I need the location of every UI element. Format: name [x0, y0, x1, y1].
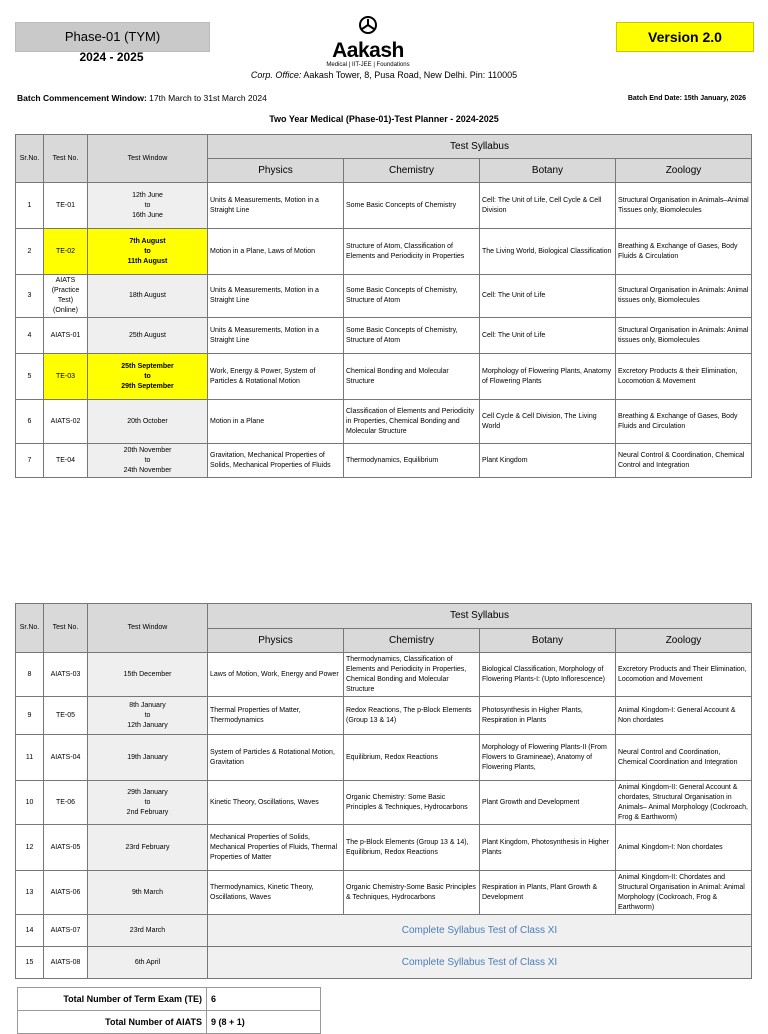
botany-syllabus: Cell: The Unit of Life — [480, 275, 616, 318]
chemistry-syllabus: Thermodynamics, Classification of Elements and Periodicity in Properties, Chemical Bonding and Molecular Structure — [344, 653, 480, 697]
sr-no: 11 — [16, 735, 44, 781]
batch-end-date: Batch End Date: 15th January, 2026 — [627, 95, 746, 102]
test-no: AIATS-04 — [44, 735, 88, 781]
zoology-syllabus: Breathing & Exchange of Gases, Body Fluids & Circulation — [616, 229, 752, 275]
physics-syllabus: Kinetic Theory, Oscillations, Waves — [208, 781, 344, 825]
test-window: 20th October — [88, 400, 208, 444]
col-test-syllabus: Test Syllabus — [208, 135, 752, 159]
sr-no: 5 — [16, 354, 44, 400]
chemistry-syllabus: Equilibrium, Redox Reactions — [344, 735, 480, 781]
table-row — [16, 275, 752, 318]
botany-syllabus: Cell: The Unit of Life — [480, 318, 616, 354]
academic-year: 2024 - 2025 — [79, 50, 144, 64]
test-window: 20th November to 24th November — [88, 444, 208, 478]
test-window: 7th August to 11th August — [88, 229, 208, 275]
zoology-syllabus: Neural Control and Coordination, Chemical Coordination and Integration — [616, 735, 752, 781]
col-chemistry: Chemistry — [344, 629, 480, 653]
test-no: AIATS-02 — [44, 400, 88, 444]
chemistry-syllabus: Chemical Bonding and Molecular Structure — [344, 354, 480, 400]
totals-row — [18, 1011, 321, 1034]
totals-row — [18, 988, 321, 1011]
batch-window: 17th March to 31st March 2024 — [149, 93, 267, 103]
test-window: 23rd March — [88, 915, 208, 947]
test-window: 15th December — [88, 653, 208, 697]
botany-syllabus: Morphology of Flowering Plants, Anatomy of Flowering Plants — [480, 354, 616, 400]
test-no: AIATS-07 — [44, 915, 88, 947]
test-no: TE-03 — [44, 354, 88, 400]
col-physics: Physics — [208, 629, 344, 653]
complete-syllabus-note: Complete Syllabus Test of Class XI — [208, 947, 752, 979]
botany-syllabus: Plant Kingdom — [480, 444, 616, 478]
table-row — [16, 735, 752, 781]
zoology-syllabus: Animal Kingdom-II: Chordates and Structural Organisation in Animal: Animal Morphology (Cockroach, Frog & Earthworm) — [616, 871, 752, 915]
test-no: TE-02 — [44, 229, 88, 275]
test-window: 25th September to 29th September — [88, 354, 208, 400]
table-row — [16, 354, 752, 400]
physics-syllabus: Mechanical Properties of Solids, Mechanical Properties of Fluids, Thermal Properties of Matter — [208, 825, 344, 871]
col-test-syllabus: Test Syllabus — [208, 604, 752, 629]
botany-syllabus: Plant Kingdom, Photosynthesis in Higher Plants — [480, 825, 616, 871]
aakash-emblem-icon — [357, 16, 379, 34]
botany-syllabus: The Living World, Biological Classification — [480, 229, 616, 275]
botany-syllabus: Respiration in Plants, Plant Growth & Development — [480, 871, 616, 915]
table-row — [16, 444, 752, 478]
chemistry-syllabus: Thermodynamics, Equilibrium — [344, 444, 480, 478]
chemistry-syllabus: Some Basic Concepts of Chemistry, Structure of Atom — [344, 318, 480, 354]
planner-title: Two Year Medical (Phase-01)-Test Planner - 2024-2025 — [269, 114, 499, 124]
col-test-no: Test No. — [44, 135, 88, 183]
table-row — [16, 318, 752, 354]
physics-syllabus: Laws of Motion, Work, Energy and Power — [208, 653, 344, 697]
col-test-window: Test Window — [88, 604, 208, 653]
botany-syllabus: Plant Growth and Development — [480, 781, 616, 825]
test-no: TE-04 — [44, 444, 88, 478]
sr-no: 9 — [16, 697, 44, 735]
test-window: 12th June to 16th June — [88, 183, 208, 229]
sr-no: 3 — [16, 275, 44, 318]
physics-syllabus: Work, Energy & Power, System of Particles & Rotational Motion — [208, 354, 344, 400]
sr-no: 12 — [16, 825, 44, 871]
table-row — [16, 183, 752, 229]
sr-no: 8 — [16, 653, 44, 697]
zoology-syllabus: Excretory Products and Their Elimination, Locomotion and Movement — [616, 653, 752, 697]
chemistry-syllabus: Some Basic Concepts of Chemistry, Structure of Atom — [344, 275, 480, 318]
test-no: AIATS-03 — [44, 653, 88, 697]
table-row — [16, 400, 752, 444]
chemistry-syllabus: Classification of Elements and Periodicity in Properties, Chemical Bonding and Molecular Structure — [344, 400, 480, 444]
table-row — [16, 229, 752, 275]
physics-syllabus: Thermal Properties of Matter, Thermodynamics — [208, 697, 344, 735]
totals-label: Total Number of AIATS — [18, 1011, 207, 1034]
chemistry-syllabus: Organic Chemistry: Some Basic Principles & Techniques, Hydrocarbons — [344, 781, 480, 825]
version-badge: Version 2.0 — [616, 22, 754, 52]
sr-no: 2 — [16, 229, 44, 275]
zoology-syllabus: Structural Organisation in Animals: Animal tissues only, Biomolecules — [616, 318, 752, 354]
botany-syllabus: Cell: The Unit of Life, Cell Cycle & Cell Division — [480, 183, 616, 229]
col-srno: Sr.No. — [16, 135, 44, 183]
test-window: 8th January to 12th January — [88, 697, 208, 735]
table-row — [16, 825, 752, 871]
zoology-syllabus: Animal Kingdom-II: General Account & chordates, Structural Organisation in Animals– Animal Morphology (Cockroach, Frog & Earthworm) — [616, 781, 752, 825]
test-no: AIATS-01 — [44, 318, 88, 354]
physics-syllabus: Thermodynamics, Kinetic Theory, Oscillations, Waves — [208, 871, 344, 915]
sr-no: 14 — [16, 915, 44, 947]
test-planner-table-2 — [15, 603, 752, 979]
totals-value: 9 (8 + 1) — [207, 1011, 321, 1034]
test-no: AIATS (Practice Test) (Online) — [44, 275, 88, 318]
complete-syllabus-note: Complete Syllabus Test of Class XI — [208, 915, 752, 947]
sr-no: 13 — [16, 871, 44, 915]
sr-no: 7 — [16, 444, 44, 478]
batch-label: Batch Commencement Window: — [17, 93, 147, 103]
chemistry-syllabus: Redox Reactions, The p-Block Elements (Group 13 & 14) — [344, 697, 480, 735]
botany-syllabus: Morphology of Flowering Plants-II (From Flowers to Gramineae), Anatomy of Flowering Plants, — [480, 735, 616, 781]
test-no: AIATS-06 — [44, 871, 88, 915]
zoology-syllabus: Structural Organisation in Animals: Animal tissues only, Biomolecules — [616, 275, 752, 318]
table-row — [16, 781, 752, 825]
botany-syllabus: Photosynthesis in Higher Plants, Respiration in Plants — [480, 697, 616, 735]
physics-syllabus: Units & Measurements, Motion in a Straight Line — [208, 183, 344, 229]
test-no: TE-01 — [44, 183, 88, 229]
col-test-window: Test Window — [88, 135, 208, 183]
table-row — [16, 947, 752, 979]
aakash-logo — [318, 16, 418, 69]
table-row — [16, 697, 752, 735]
phase-label: Phase-01 (TYM) — [15, 22, 210, 52]
col-physics: Physics — [208, 159, 344, 183]
totals-table — [17, 987, 321, 1034]
test-no: TE-05 — [44, 697, 88, 735]
sr-no: 4 — [16, 318, 44, 354]
brand-name: Aakash — [332, 39, 404, 62]
physics-syllabus: Gravitation, Mechanical Properties of Solids, Mechanical Properties of Fluids — [208, 444, 344, 478]
test-window: 18th August — [88, 275, 208, 318]
table-row — [16, 915, 752, 947]
test-window: 29th January to 2nd February — [88, 781, 208, 825]
totals-value: 6 — [207, 988, 321, 1011]
botany-syllabus: Biological Classification, Morphology of Flowering Plants-I: (Upto Inflorescence) — [480, 653, 616, 697]
sr-no: 15 — [16, 947, 44, 979]
col-srno: Sr.No. — [16, 604, 44, 653]
col-botany: Botany — [480, 159, 616, 183]
test-window: 19th January — [88, 735, 208, 781]
zoology-syllabus: Neural Control & Coordination, Chemical Control and Integration — [616, 444, 752, 478]
physics-syllabus: Units & Measurements, Motion in a Straight Line — [208, 318, 344, 354]
test-no: AIATS-08 — [44, 947, 88, 979]
zoology-syllabus: Breathing & Exchange of Gases, Body Fluids and Circulation — [616, 400, 752, 444]
chemistry-syllabus: Some Basic Concepts of Chemistry — [344, 183, 480, 229]
col-chemistry: Chemistry — [344, 159, 480, 183]
chemistry-syllabus: Structure of Atom, Classification of Elements and Periodicity in Properties — [344, 229, 480, 275]
physics-syllabus: System of Particles & Rotational Motion, Gravitation — [208, 735, 344, 781]
table-row — [16, 653, 752, 697]
zoology-syllabus: Animal Kingdom-I: General Account & Non chordates — [616, 697, 752, 735]
brand-tagline: Medical | IIT-JEE | Foundations — [326, 62, 410, 68]
sr-no: 1 — [16, 183, 44, 229]
zoology-syllabus: Animal Kingdom-I: Non chordates — [616, 825, 752, 871]
botany-syllabus: Cell Cycle & Cell Division, The Living World — [480, 400, 616, 444]
sr-no: 6 — [16, 400, 44, 444]
test-window: 6th April — [88, 947, 208, 979]
corp-office-address: Aakash Tower, 8, Pusa Road, New Delhi. Pin: 110005 — [303, 70, 518, 80]
corp-office-label: Corp. Office: — [250, 70, 302, 80]
test-planner-table-1 — [15, 134, 752, 478]
table-row — [16, 871, 752, 915]
batch-commencement — [17, 93, 267, 103]
test-window: 23rd February — [88, 825, 208, 871]
physics-syllabus: Units & Measurements, Motion in a Straight Line — [208, 275, 344, 318]
col-botany: Botany — [480, 629, 616, 653]
zoology-syllabus: Excretory Products & their Elimination, Locomotion & Movement — [616, 354, 752, 400]
zoology-syllabus: Structural Organisation in Animals–Animal Tissues only, Biomolecules — [616, 183, 752, 229]
chemistry-syllabus: The p-Block Elements (Group 13 & 14), Equilibrium, Redox Reactions — [344, 825, 480, 871]
sr-no: 10 — [16, 781, 44, 825]
corp-office — [0, 70, 768, 80]
chemistry-syllabus: Organic Chemistry-Some Basic Principles & Techniques, Hydrocarbons — [344, 871, 480, 915]
test-no: TE-06 — [44, 781, 88, 825]
physics-syllabus: Motion in a Plane — [208, 400, 344, 444]
test-window: 9th March — [88, 871, 208, 915]
test-window: 25th August — [88, 318, 208, 354]
col-zoology: Zoology — [616, 629, 752, 653]
col-test-no: Test No. — [44, 604, 88, 653]
col-zoology: Zoology — [616, 159, 752, 183]
totals-label: Total Number of Term Exam (TE) — [18, 988, 207, 1011]
physics-syllabus: Motion in a Plane, Laws of Motion — [208, 229, 344, 275]
test-no: AIATS-05 — [44, 825, 88, 871]
